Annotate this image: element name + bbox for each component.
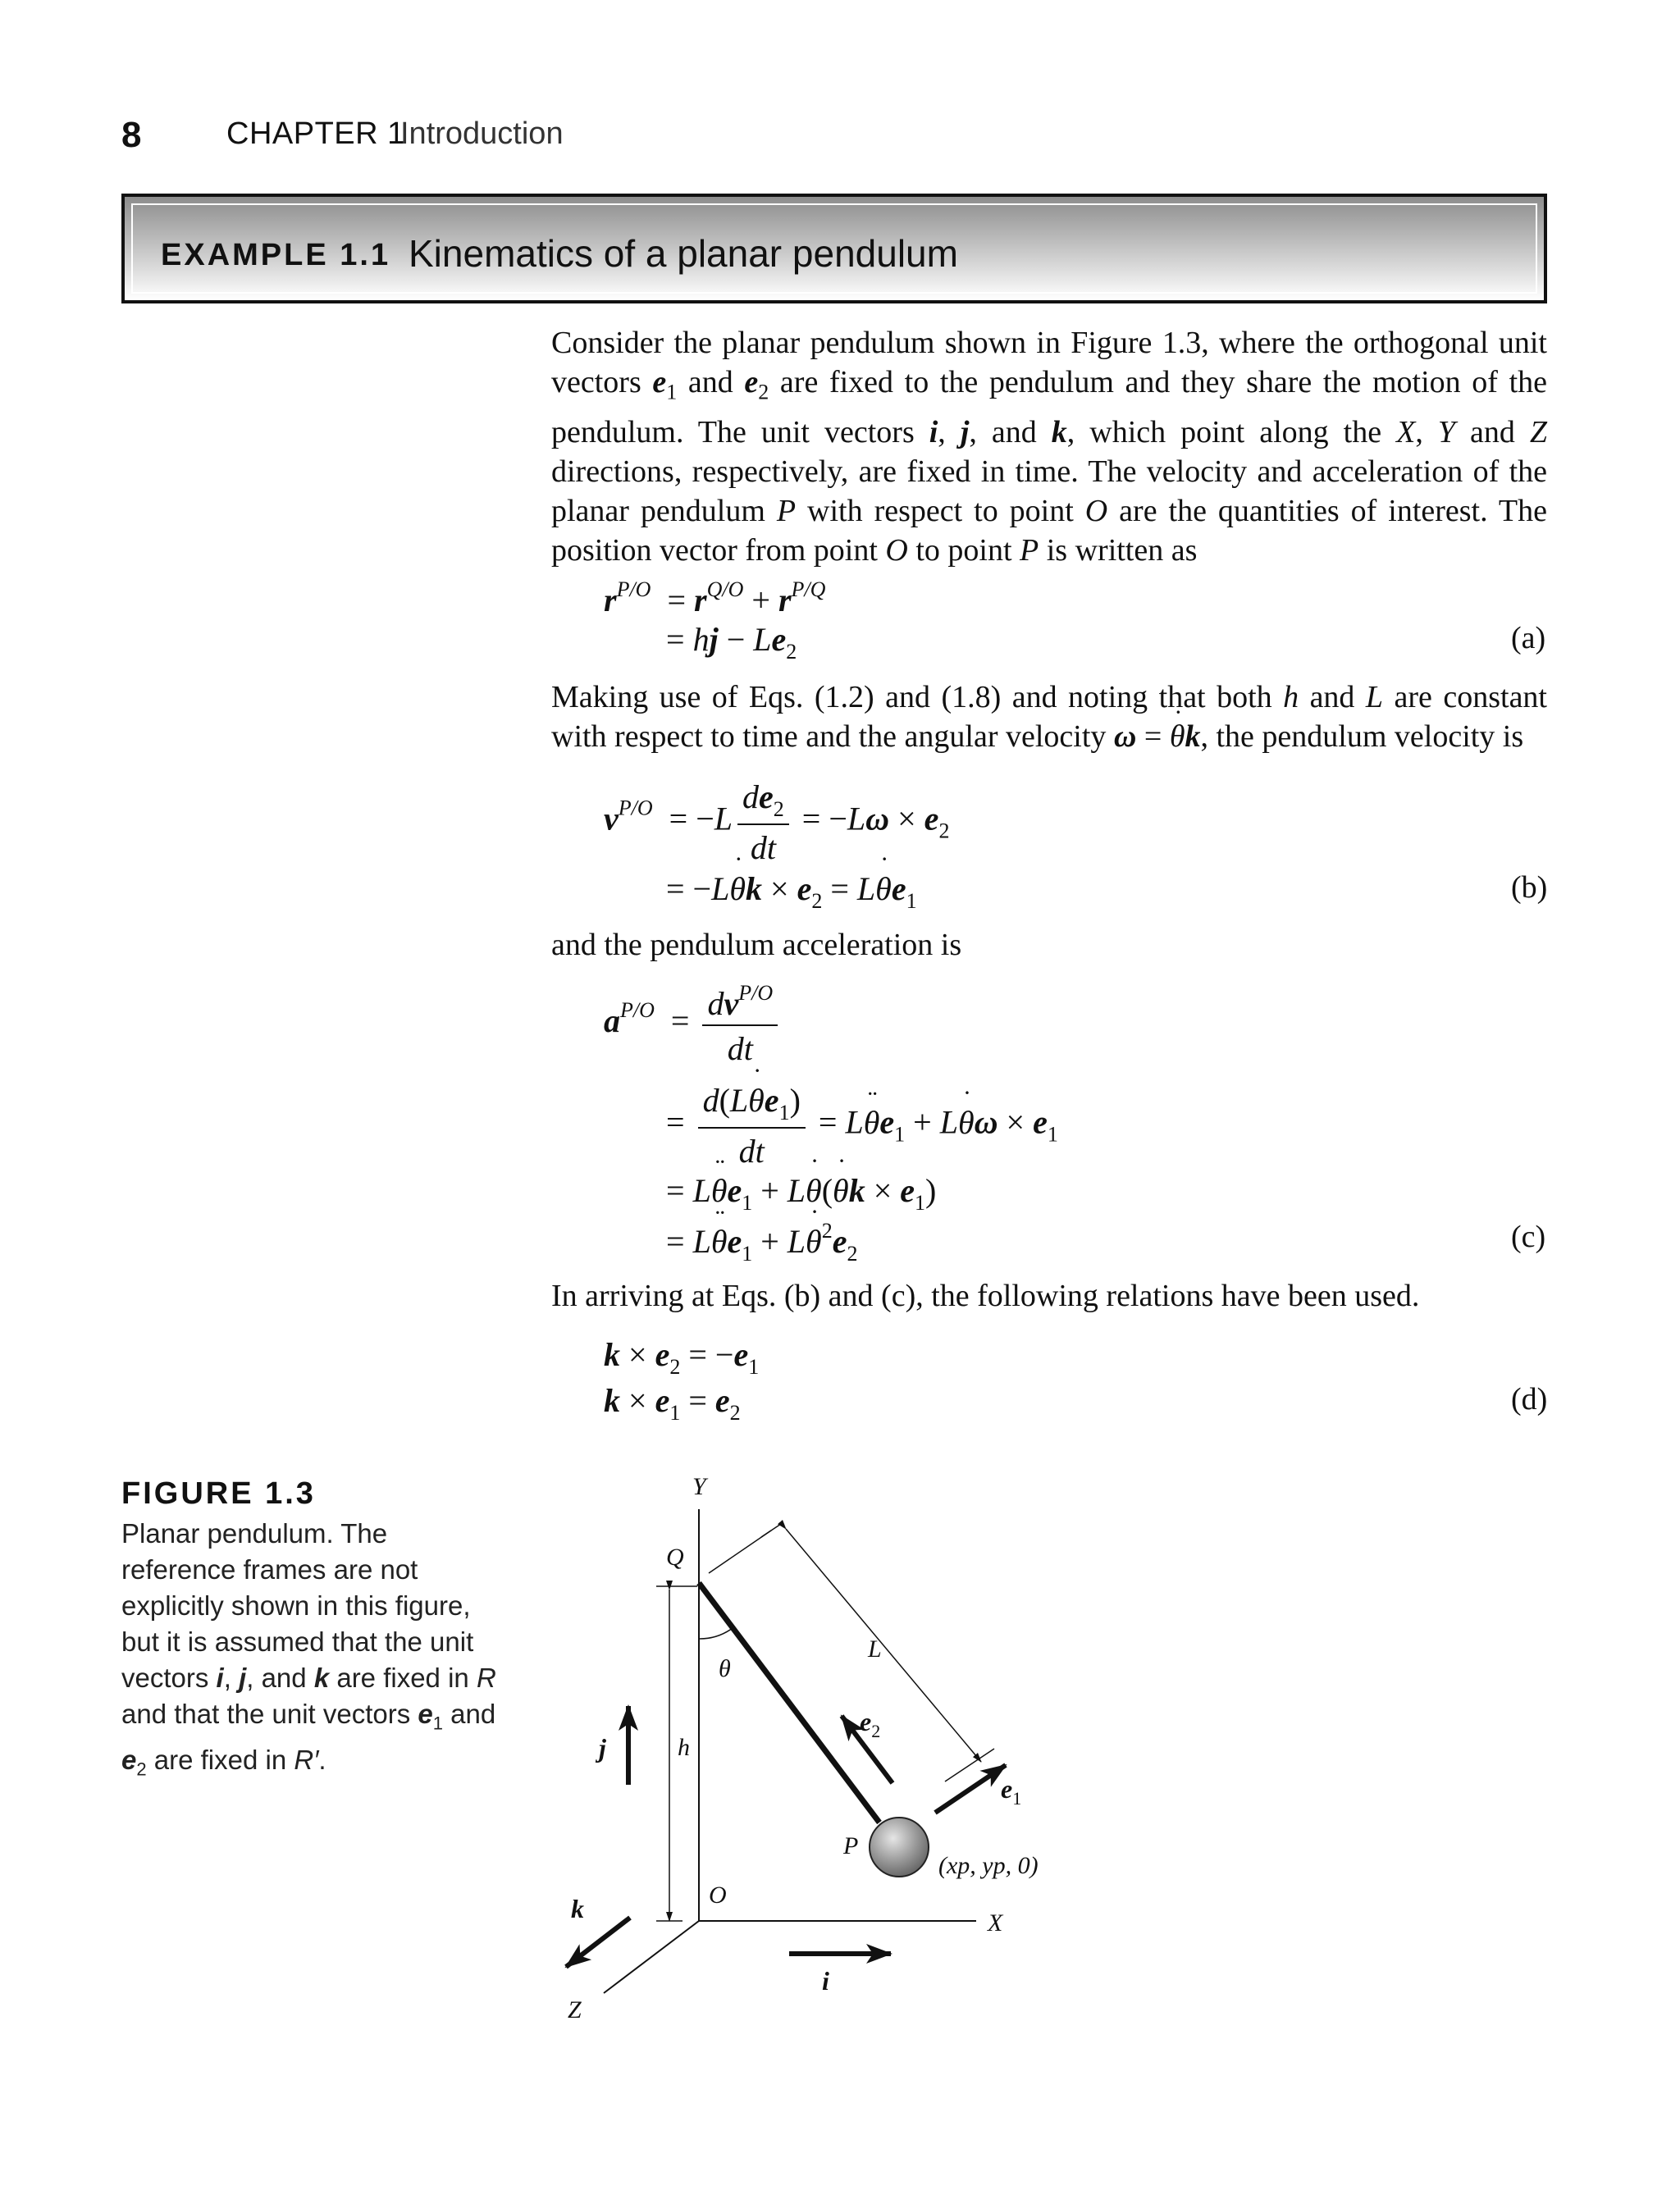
- equation-number-b: (b): [1511, 870, 1548, 905]
- equation-c-line1: $a^{P/O}$ = $\frac{dv^{P/O}}{dt}$: [604, 981, 783, 1068]
- pendulum-rod: [699, 1583, 879, 1823]
- pendulum-figure: [492, 1460, 1116, 2051]
- pendulum-bob: [870, 1818, 929, 1877]
- acceleration-intro: and the pendulum acceleration is: [551, 928, 962, 962]
- page-number: 8: [121, 115, 142, 155]
- label-e1: $e_1$: [1001, 1774, 1022, 1809]
- relations-intro: In arriving at Eqs. (b) and (c), the following relations have been used.: [551, 1279, 1420, 1313]
- e1-vector: [935, 1765, 1006, 1813]
- equation-a-line2: = hj − $Le_2$: [666, 621, 797, 664]
- example-banner: [121, 194, 1547, 303]
- figure-label: FIGURE 1.3: [121, 1476, 316, 1511]
- label-i: i: [822, 1966, 829, 1996]
- equation-b-line2: = −Lθ ˙k × $e_2 = L\theta$ $˙e_1$: [666, 869, 917, 914]
- example-label: EXAMPLE 1.1: [161, 238, 391, 272]
- label-j: j: [599, 1733, 606, 1763]
- label-point-coords: (xp, yp, 0): [938, 1852, 1039, 1879]
- label-h: h: [678, 1734, 690, 1761]
- L-dimension-line: [786, 1529, 981, 1762]
- z-axis: [604, 1921, 699, 1993]
- label-X: X: [988, 1909, 1003, 1937]
- k-vector: [566, 1918, 630, 1967]
- example-title: Kinematics of a planar pendulum: [409, 232, 958, 275]
- velocity-intro-paragraph: Making use of Eqs. (1.2) and (1.8) and noting that both h and L are constant with respect to time and the angular velocity ω = θ ˙k, the pendulum velocity is: [551, 677, 1547, 756]
- label-Q: Q: [666, 1544, 684, 1571]
- chapter-label: CHAPTER 1: [226, 116, 405, 151]
- label-theta: θ: [719, 1655, 731, 1682]
- equation-b-line1: $v^{P/O} = -L$ $\frac{de_2}{dt}$ = $-L\omega \times e_2$: [604, 778, 950, 866]
- label-Y: Y: [692, 1473, 706, 1500]
- label-k: k: [571, 1894, 584, 1923]
- chapter-title: Introduction: [400, 116, 564, 151]
- intro-paragraph: Consider the planar pendulum shown in Figure 1.3, where the orthogonal unit vectors $e_1$ and $e_2$ are fixed to the pendulum and they share the motion of the pendulum. The unit vectors i, j, and k, which point along the X, Y and Z directions, respectively, are fixed in time. The velocity and acceleration of the planar pendulum P with respect to point O are the quantities of interest. The position vector from point O to point P is written as: [551, 326, 1547, 568]
- equation-number-a: (a): [1511, 621, 1546, 655]
- label-Z: Z: [568, 1996, 582, 2023]
- label-L: L: [868, 1635, 882, 1663]
- equation-d-line1: $k \times e_2 = -e_1$: [604, 1336, 760, 1379]
- theta-arc: [699, 1628, 733, 1639]
- equation-d-line2: $k \times e_1 = e_2$: [604, 1382, 741, 1425]
- velocity-intro-tail: the pendulum velocity is: [1216, 719, 1524, 754]
- equation-a-line1: $r^{P/O} = r^{Q/O} + r^{P/Q}$: [604, 577, 826, 618]
- label-P: P: [843, 1832, 859, 1859]
- equation-c-line4: = Lθ $¨e_1 + L\theta$ $˙^2e_2$: [666, 1219, 857, 1266]
- equation-c-line2: = $\frac{d(L\theta ˙e_1)}{dt}$ = Lθ $¨e_1 + L\theta$ ˙ω × $e_1$: [666, 1081, 1058, 1170]
- equation-number-d: (d): [1511, 1382, 1548, 1416]
- label-O: O: [709, 1882, 727, 1909]
- figure-caption: Planar pendulum. The reference frames are not explicitly shown in this figure, but it is assumed that the unit vectors i, j, and k are fixed in R and that the unit vectors $e_1$ and $e_2$ are fixed in R′.: [121, 1518, 496, 1780]
- equation-c-line3: = Lθ $¨e_1 + L\theta$ ˙(θ ˙k × $e_1$): [666, 1171, 936, 1216]
- label-e2: $e_2$: [860, 1707, 881, 1741]
- equation-number-c: (c): [1511, 1220, 1546, 1254]
